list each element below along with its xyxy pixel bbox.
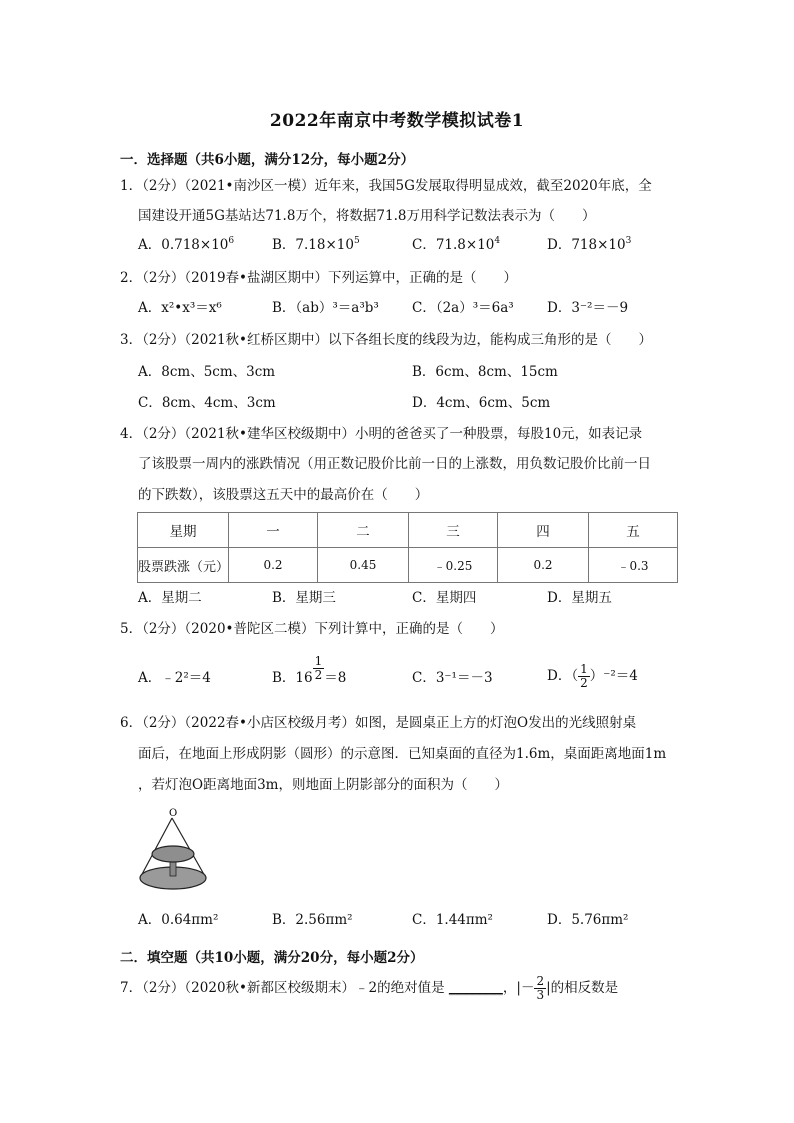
section-heading-choice: 一．选择题（共6小题，满分12分，每小题2分） [120,152,415,168]
q1-option-c: C．$71.8\times 10^4$ [412,236,501,253]
q3-option-c: C．8cm、4cm、3cm [138,395,276,411]
table-cell: 0.2 [498,548,589,583]
lamp-label-o: O [169,808,178,819]
q3-option-a: A．8cm、5cm、3cm [138,364,276,380]
stock-change-table [137,512,678,583]
table-header-row [138,513,678,548]
page-title: 2022年南京中考数学模拟试卷1 [269,111,525,131]
table-cell: 一 [229,513,318,548]
q4-option-c: C．星期四 [412,590,477,606]
q1-option-b: B．$7.18\times 10^5$ [272,236,360,253]
q6-option-c: C．1.44πm² [412,912,493,928]
question-2-stem: 2．（2分）（2019春•盐湖区期中）下列运算中，正确的是（ ） [120,270,517,286]
question-6-line-3: ，若灯泡O距离地面3m，则地面上阴影部分的面积为（ ） [138,777,508,793]
question-5-stem: 5．（2分）（2020•普陀区二模）下列计算中，正确的是（ ） [120,621,504,637]
table-cell: 四 [498,513,589,548]
lamp-table-shadow-figure [134,806,214,898]
q6-option-d: D．5.76πm² [547,912,629,928]
table-cell: 0.2 [229,548,318,583]
question-1-line-1: 1．（2分）（2021•南沙区一模）近年来，我国5G发展取得明显成效，截至2020年底，全 [120,178,652,194]
table-cell: 二 [318,513,409,548]
q4-option-a: A．星期二 [138,590,202,606]
q2-option-a: A．x²•x³＝x⁶ [138,300,222,316]
q4-option-d: D．星期五 [547,590,612,606]
q1-option-a: A．$0.718\times 10^6$ [138,236,235,253]
table-row [138,548,678,583]
q3-option-b: B．6cm、8cm、15cm [412,364,558,380]
table-cell: ﹣0.25 [409,548,498,583]
table-cell: 星期 [138,513,229,548]
q2-option-d: D．3⁻²＝－9 [547,300,629,316]
table-cell: 三 [409,513,498,548]
q1-option-d: D．$718\times 10^3$ [547,236,632,253]
question-6-line-1: 6．（2分）（2022春•小店区校级月考）如图，是圆桌正上方的灯泡O发出的光线照射桌 [120,715,637,731]
q5-option-d: D．（ $\frac{1}{2}$ ）⁻²＝4 [547,662,638,691]
q6-option-b: B．2.56πm² [272,912,353,928]
question-4-line-2: 了该股票一周内的涨跌情况（用正数记股价比前一日的上涨数，用负数记股价比前一日 [138,456,651,472]
question-7-stem: 7．（2分）（2020秋•新都区校级期末）﹣2的绝对值是 ________，|－ $\frac{2}{3}$ |的相反数是 [120,974,619,1003]
table-cell: 五 [589,513,678,548]
table-cell: 0.45 [318,548,409,583]
q2-option-b: B．（ab）³＝a³b³ [272,300,379,316]
q5-option-a: A．﹣2²＝4 [138,670,211,686]
question-4-line-3: 的下跌数），该股票这五天中的最高价在（ ） [138,487,429,503]
q5-option-c: C．3⁻¹＝－3 [412,670,493,686]
table-top-ellipse [152,846,194,862]
question-3-stem: 3．（2分）（2021秋•红桥区期中）以下各组长度的线段为边，能构成三角形的是（ ） [120,332,652,348]
section-heading-fill: 二．填空题（共10小题，满分20分，每小题2分） [120,950,424,966]
table-cell: 股票跌涨（元） [138,548,229,583]
table-cell: ﹣0.3 [589,548,678,583]
answer-blank[interactable]: ________ [448,980,503,997]
q3-option-d: D．4cm、6cm、5cm [412,395,551,411]
q2-option-c: C．（2a）³＝6a³ [412,300,514,316]
q4-option-b: B．星期三 [272,590,336,606]
question-1-line-2: 国建设开通5G基站达71.8万个，将数据71.8万用科学记数法表示为（ ） [138,208,596,224]
question-4-line-1: 4．（2分）（2021秋•建华区校级期中）小明的爸爸买了一种股票，每股10元，如表记录 [120,426,643,442]
question-6-line-2: 面后，在地面上形成阴影（圆形）的示意图．已知桌面的直径为1.6m，桌面距离地面1m [138,746,667,762]
q5-option-b: B．16 $\frac{1}{2}$ ＝8 [272,654,347,686]
q6-option-a: A．0.64πm² [138,912,219,928]
